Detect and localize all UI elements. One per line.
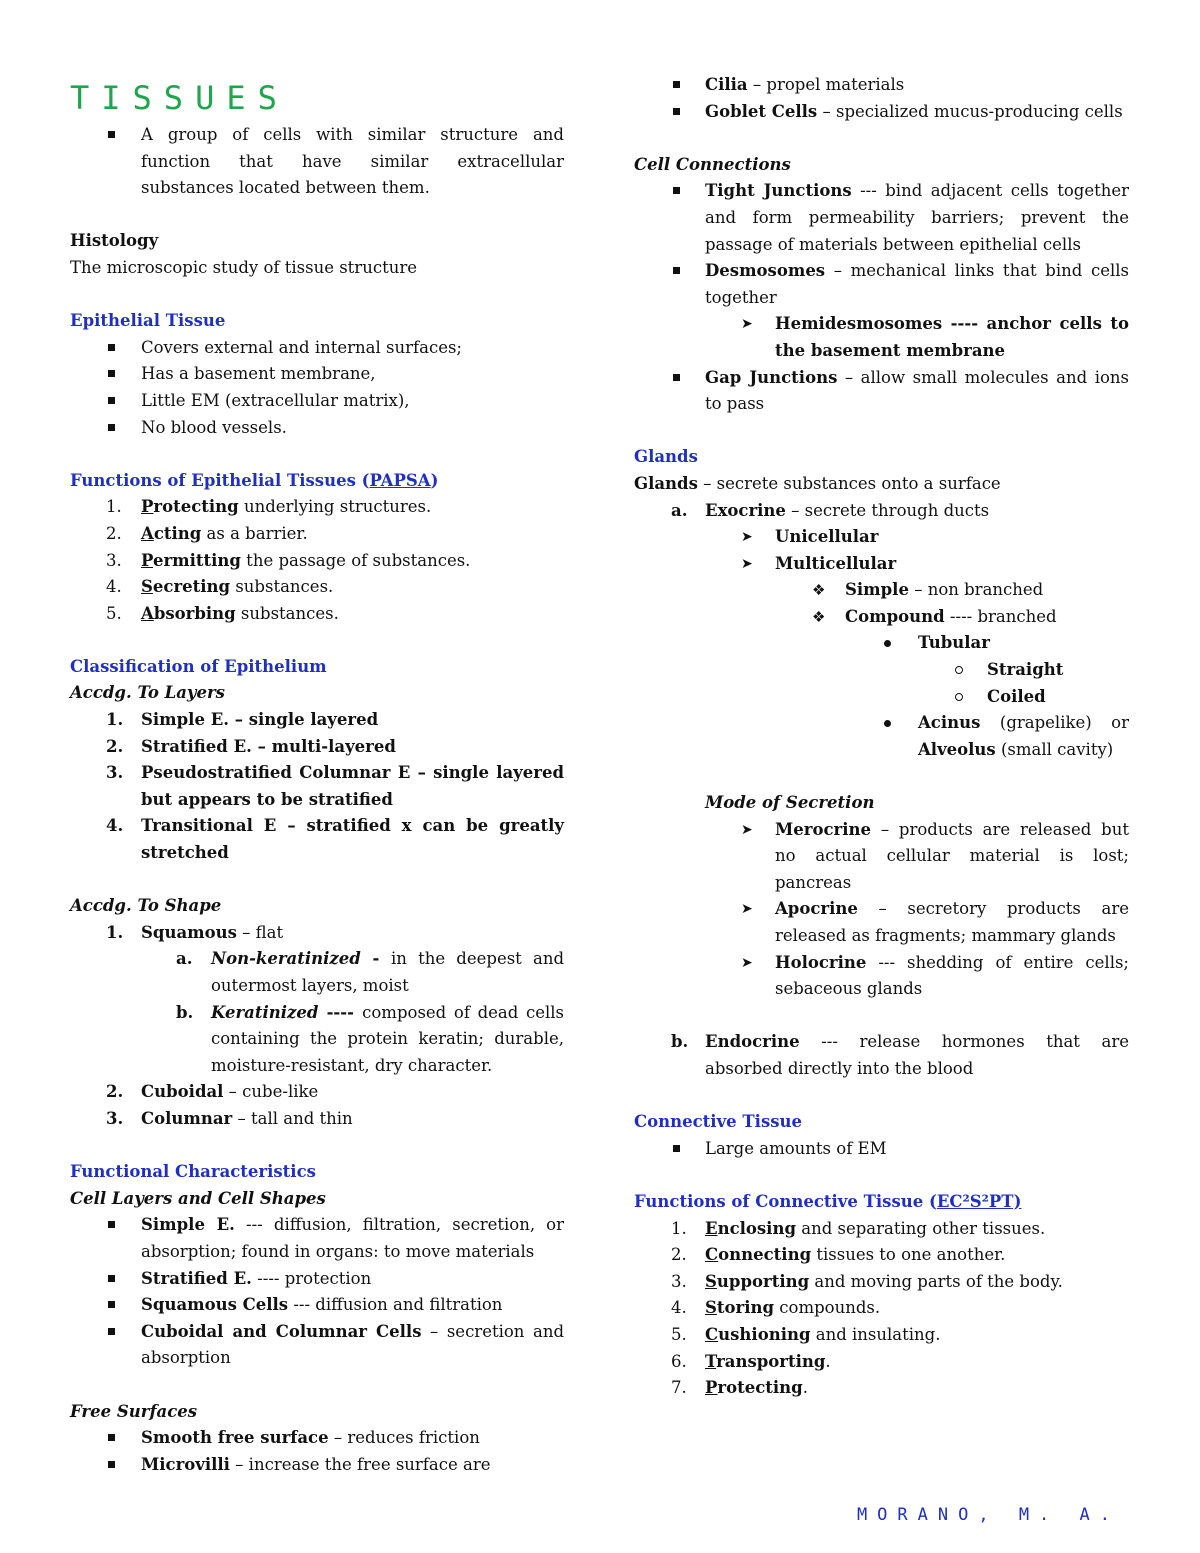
arrow-bullet-icon: ➤ [741, 821, 753, 838]
secretion-modes-list [634, 817, 1129, 1003]
list-item: Large amounts of EM [634, 1136, 1129, 1163]
list-item: 5. Absorbing substances. [106, 603, 339, 623]
papsa-link[interactable]: PAPSA [369, 470, 431, 490]
hemidesmosomes-list [634, 311, 1129, 364]
list-item: 5. Cushioning and insulating. [671, 1324, 941, 1344]
functions-epithelial-heading: Functions of Epithelial Tissues (PAPSA) [70, 470, 439, 490]
list-item: Stratified E. ---- protection [70, 1266, 564, 1293]
list-item: 4. Secreting substances. [106, 577, 334, 597]
intro-list [70, 122, 564, 202]
compound-types-list-cont [634, 710, 1129, 763]
list-item: 7. Protecting. [671, 1378, 808, 1398]
list-item: Cilia – propel materials [634, 72, 1129, 99]
list-item: 1. Squamous – flat [106, 922, 284, 942]
multicellular-types-list [634, 577, 1129, 630]
arrow-bullet-icon: ➤ [741, 901, 753, 918]
list-item: 2. Stratified E. – multi-layered [106, 736, 396, 756]
author-footer: MORANO, M. A. [856, 1505, 1120, 1525]
functions-epithelial-list [70, 494, 564, 627]
list-item: 2. Cuboidal – cube-like [106, 1082, 319, 1102]
list-item: Squamous Cells --- diffusion and filtration [70, 1292, 564, 1319]
list-item: Microvilli – increase the free surface are [70, 1452, 564, 1479]
list-item: Little EM (extracellular matrix), [70, 388, 564, 415]
list-item: ❖ Simple – non branched [634, 577, 1129, 604]
list-item: Tubular [634, 630, 1129, 657]
page-title: TISSUES [70, 79, 289, 117]
classification-heading: Classification of Epithelium [70, 656, 327, 676]
arrow-bullet-icon: ➤ [741, 555, 753, 572]
list-item: Cuboidal and Columnar Cells – secretion and absorption [70, 1319, 564, 1372]
epithelial-list [70, 335, 564, 441]
functional-list [70, 1212, 564, 1372]
ec2s2pt-link[interactable]: EC²S²PT) [936, 1191, 1022, 1211]
list-item: Has a basement membrane, [70, 361, 564, 388]
mode-of-secretion-heading: Mode of Secretion [705, 793, 875, 813]
functions-connective-heading: Functions of Connective Tissue (EC²S²PT) [634, 1191, 1022, 1211]
layers-list [70, 707, 564, 867]
functions-connective-list [634, 1216, 1129, 1402]
connective-heading: Connective Tissue [634, 1112, 803, 1132]
list-item: 3. Supporting and moving parts of the body. [671, 1271, 1063, 1291]
arrow-bullet-icon: ➤ [741, 529, 753, 546]
cell-connections-heading: Cell Connections [634, 154, 791, 174]
list-item: 2. Connecting tissues to one another. [671, 1245, 1006, 1265]
list-item: ❖ Compound ---- branched [634, 604, 1129, 631]
list-item: b. Endocrine --- release hormones that are absorbed directly into the blood [671, 1032, 1129, 1078]
list-item: ➤ Unicellular [634, 524, 1129, 551]
list-item: Covers external and internal surfaces; [70, 335, 564, 362]
list-item: Smooth free surface – reduces friction [70, 1425, 564, 1452]
cell-layers-heading: Cell Layers and Cell Shapes [70, 1188, 326, 1208]
list-item: Goblet Cells – specialized mucus-producing cells [634, 99, 1129, 126]
list-item: 6. Transporting. [671, 1351, 831, 1371]
glands-definition: Glands – secrete substances onto a surface [634, 473, 1001, 493]
functional-heading: Functional Characteristics [70, 1162, 316, 1182]
list-item: ➤ Hemidesmosomes ---- anchor cells to the basement membrane [634, 311, 1129, 364]
shape-list [70, 920, 564, 947]
list-item: ➤ Merocrine – products are released but no actual cellular material is lost; pancreas [634, 817, 1129, 897]
list-item: No blood vessels. [70, 415, 564, 442]
exocrine-types-list [634, 524, 1129, 577]
list-item: 2. Acting as a barrier. [106, 523, 308, 543]
exocrine-list [634, 498, 1129, 525]
list-item: 1. Protecting underlying structures. [106, 497, 432, 517]
list-item: 1. Enclosing and separating other tissues. [671, 1218, 1046, 1238]
list-item: Acinus (grapelike) or Alveolus (small cavity) [634, 710, 1129, 763]
free-surfaces-list [70, 1425, 564, 1478]
list-item: Desmosomes – mechanical links that bind cells together [634, 258, 1129, 311]
connections-list [634, 178, 1129, 311]
list-item: a. Non-keratinized - in the deepest and outermost layers, moist [176, 949, 565, 995]
histology-heading: Histology [70, 231, 159, 251]
list-item: 3. Columnar – tall and thin [106, 1108, 353, 1128]
list-item: Tight Junctions --- bind adjacent cells together and form permeability barriers; prevent the passage of materials between epithelial cells [634, 178, 1129, 258]
surface-list-cont [634, 72, 1129, 125]
shape-heading: Accdg. To Shape [70, 896, 222, 916]
endocrine-list [634, 1029, 1129, 1082]
gap-junctions-list [634, 365, 1129, 418]
list-item: a. Exocrine – secrete through ducts [671, 500, 990, 520]
shape-list-cont [70, 1079, 564, 1132]
histology-text: The microscopic study of tissue structure [70, 257, 417, 277]
list-item: ➤ Multicellular [634, 551, 1129, 578]
list-item: 4. Storing compounds. [671, 1298, 881, 1318]
list-item: 3. Pseudostratified Columnar E – single layered but appears to be stratified [106, 763, 564, 809]
free-surfaces-heading: Free Surfaces [70, 1401, 198, 1421]
list-item: Gap Junctions – allow small molecules and ions to pass [634, 365, 1129, 418]
list-item: 1. Simple E. – single layered [106, 710, 379, 730]
left-column [70, 78, 564, 1478]
glands-heading: Glands [634, 447, 698, 467]
list-item: Coiled [634, 684, 1129, 711]
compound-types-list [634, 630, 1129, 657]
list-item: ➤ Apocrine – secretory products are released as fragments; mammary glands [634, 896, 1129, 949]
epithelial-heading: Epithelial Tissue [70, 311, 226, 331]
list-item: 3. Permitting the passage of substances. [106, 550, 471, 570]
intro-item: A group of cells with similar structure and function that have similar extracellular substances located between them. [70, 122, 564, 202]
squamous-sub-list [70, 946, 564, 1079]
list-item: Straight [634, 657, 1129, 684]
arrow-bullet-icon: ➤ [741, 316, 753, 333]
tubular-types-list [634, 657, 1129, 710]
connective-list [634, 1136, 1129, 1163]
list-item: ➤ Holocrine --- shedding of entire cells; sebaceous glands [634, 950, 1129, 1003]
layers-heading: Accdg. To Layers [70, 683, 225, 703]
right-column [634, 72, 1129, 1402]
diamond-bullet-icon: ❖ [812, 607, 826, 626]
diamond-bullet-icon: ❖ [812, 581, 826, 600]
list-item: Simple E. --- diffusion, filtration, secretion, or absorption; found in organs: to move materials [70, 1212, 564, 1265]
list-item: 4. Transitional E – stratified x can be greatly stretched [106, 816, 564, 863]
list-item: b. Keratinized ---- composed of dead cells containing the protein keratin; durable, moisture-resistant, dry character. [176, 1002, 564, 1075]
arrow-bullet-icon: ➤ [741, 954, 753, 971]
